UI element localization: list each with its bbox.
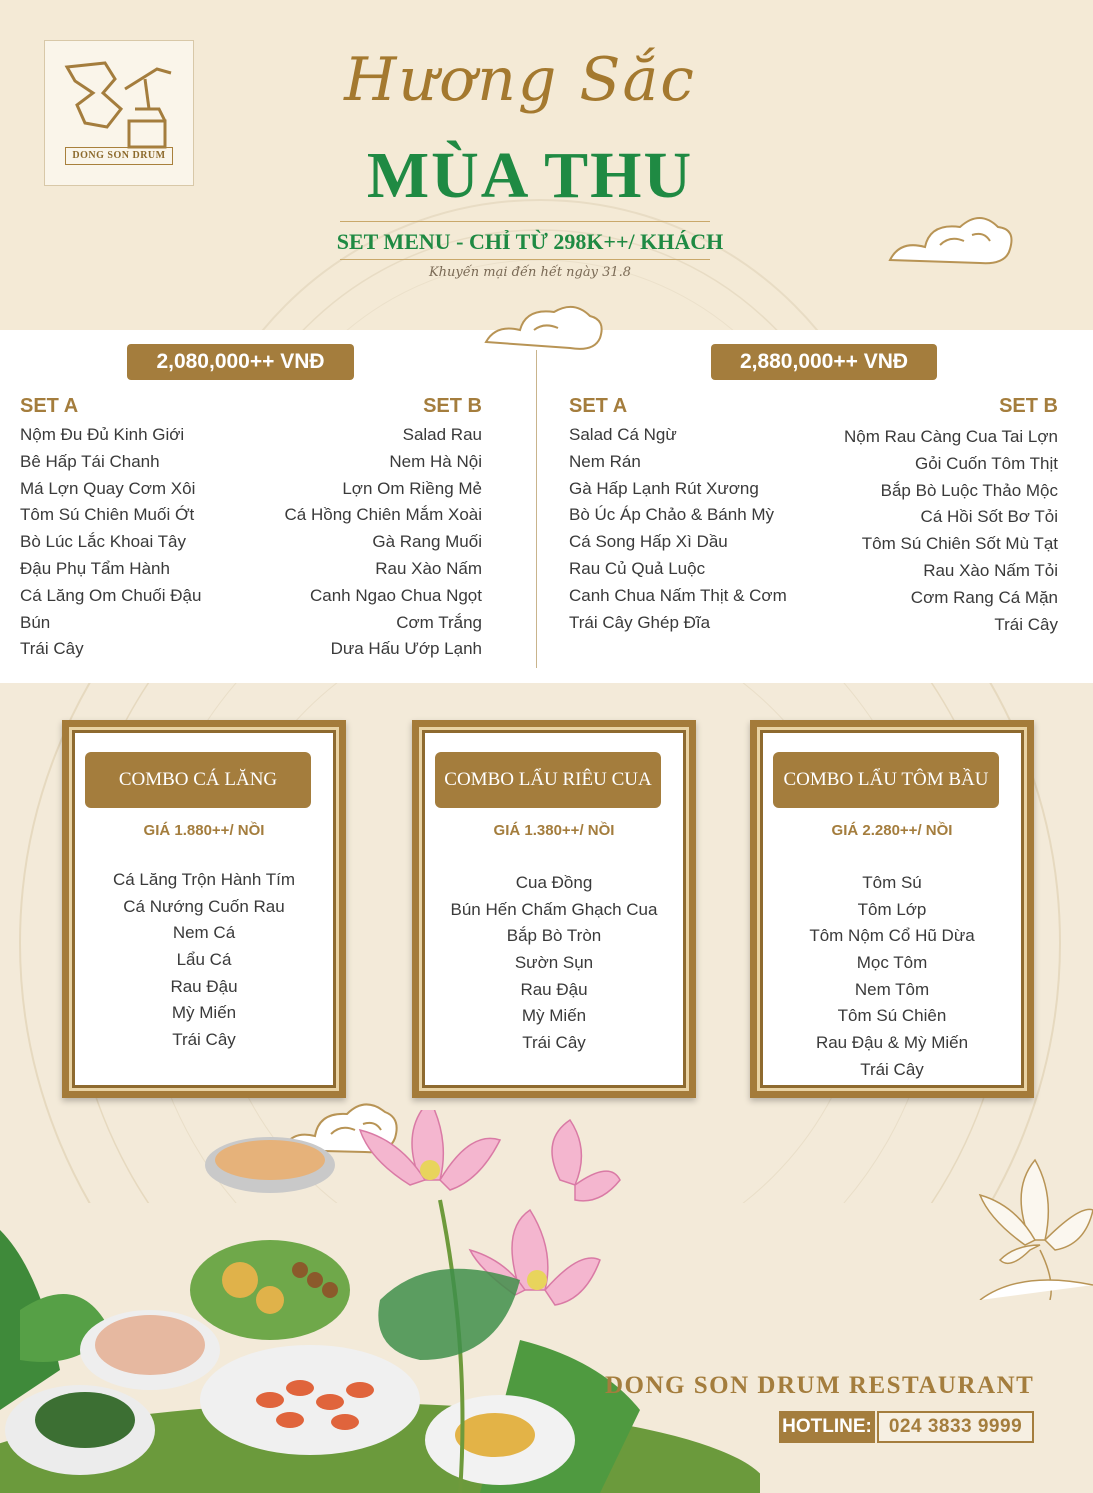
combo-item: Cá Nướng Cuốn Rau bbox=[123, 896, 285, 916]
menu-item: Cá Song Hấp Xì Dầu bbox=[569, 532, 728, 552]
menu-list-set-a bbox=[20, 422, 201, 663]
combo-item: Trái Cây bbox=[172, 1030, 236, 1050]
menu-item: Tôm Sú Chiên Sốt Mù Tạt bbox=[861, 534, 1058, 554]
menu-item: Lợn Om Riềng Mẻ bbox=[342, 478, 482, 498]
menu-item: Gà Hấp Lạnh Rút Xương bbox=[569, 478, 759, 498]
menu-item: Dưa Hấu Ướp Lạnh bbox=[330, 639, 482, 659]
restaurant-logo bbox=[44, 40, 194, 186]
menu-item: Cá Hồng Chiên Mắm Xoài bbox=[284, 505, 482, 525]
hotline-label: HOTLINE: bbox=[779, 1411, 875, 1443]
combo-item: Mọc Tôm bbox=[856, 953, 928, 973]
subtitle: SET MENU - CHỈ TỪ 298K++/ KHÁCH bbox=[336, 229, 724, 254]
combo-item: Tôm Lớp bbox=[857, 899, 927, 919]
menu-item: Nem Hà Nội bbox=[389, 451, 482, 471]
menu-item: Rau Củ Quả Luộc bbox=[569, 558, 706, 578]
combo-item: Cá Lăng Trộn Hành Tím bbox=[112, 870, 296, 889]
combo-item: Bắp Bò Tròn bbox=[506, 926, 602, 946]
combo-title: COMBO LẨU TÔM BẦU bbox=[773, 752, 999, 808]
menu-item: Bắp Bò Luộc Thảo Mộc bbox=[880, 480, 1058, 500]
script-title: Hương Sắc bbox=[344, 45, 696, 115]
combo-item: Trái Cây bbox=[522, 1033, 586, 1053]
brand-name: DONG SON DRUM RESTAURANT bbox=[605, 1372, 1035, 1399]
combo-price: GIÁ 1.380++/ NỒI bbox=[493, 822, 615, 839]
combo-item: Mỳ Miến bbox=[521, 1006, 587, 1026]
set-a-heading: SET A bbox=[569, 395, 628, 417]
menu-item: Rau Xào Nấm bbox=[375, 558, 482, 578]
combo-item: Tôm Nộm Cổ Hũ Dừa bbox=[809, 926, 975, 946]
price-tag-left: 2,080,000++ VNĐ bbox=[127, 344, 354, 380]
menu-list-set-a bbox=[569, 422, 787, 636]
combo-item-list bbox=[69, 867, 339, 1054]
menu-item: Trái Cây Ghép Đĩa bbox=[569, 612, 711, 632]
title-rule-bottom bbox=[340, 259, 710, 260]
menu-item: Bò Úc Áp Chảo & Bánh Mỳ bbox=[569, 505, 775, 525]
lotus-flower-icon bbox=[960, 1150, 1093, 1300]
menu-item: Cơm Rang Cá Mặn bbox=[910, 587, 1058, 607]
combo-card-ca-lang bbox=[62, 720, 346, 1098]
drum-dancer-icon bbox=[45, 49, 195, 159]
menu-item: Cơm Trắng bbox=[396, 612, 482, 632]
menu-item: Canh Ngao Chua Ngọt bbox=[309, 585, 482, 605]
menu-item: Nộm Đu Đủ Kinh Giới bbox=[20, 425, 185, 444]
menu-item: Canh Chua Nấm Thịt & Cơm bbox=[569, 585, 787, 605]
menu-item: Bê Hấp Tái Chanh bbox=[20, 451, 160, 471]
price-tag-right: 2,880,000++ VNĐ bbox=[711, 344, 937, 380]
menu-item: Bò Lúc Lắc Khoai Tây bbox=[20, 532, 187, 552]
combo-item: Bún Hến Chấm Ghạch Cua bbox=[450, 899, 658, 919]
combo-item-list bbox=[419, 870, 689, 1057]
set-b-heading: SET B bbox=[423, 395, 482, 417]
combo-item: Nem Cá bbox=[172, 923, 236, 943]
combo-price: GIÁ 1.880++/ NỒI bbox=[143, 822, 265, 839]
combo-price: GIÁ 2.280++/ NỒI bbox=[831, 822, 953, 839]
set-a-heading: SET A bbox=[20, 395, 79, 417]
set-b-heading: SET B bbox=[999, 395, 1058, 417]
menu-item: Gà Rang Muối bbox=[372, 532, 482, 552]
menu-divider bbox=[536, 350, 537, 668]
menu-item: Salad Rau bbox=[402, 425, 482, 444]
cloud-ornament-icon bbox=[880, 205, 1020, 275]
menu-item: Tôm Sú Chiên Muối Ớt bbox=[20, 505, 195, 525]
combo-item: Nem Tôm bbox=[854, 979, 930, 999]
cloud-ornament-icon bbox=[478, 300, 608, 360]
combo-item: Cua Đồng bbox=[515, 873, 593, 892]
menu-item: Má Lợn Quay Cơm Xôi bbox=[20, 478, 196, 498]
menu-item: Nộm Rau Càng Cua Tai Lợn bbox=[843, 427, 1058, 446]
menu-item: Trái Cây bbox=[994, 614, 1058, 634]
menu-list-set-b bbox=[800, 424, 1058, 638]
combo-item: Rau Đậu bbox=[520, 979, 588, 999]
combo-item: Tôm Sú Chiên bbox=[837, 1006, 947, 1026]
main-title: MÙA THU bbox=[366, 139, 694, 212]
combo-item: Tôm Sú bbox=[862, 873, 922, 892]
menu-item: Đậu Phụ Tẩm Hành bbox=[20, 558, 170, 578]
combo-item: Trái Cây bbox=[860, 1059, 924, 1079]
logo-text: DONG SON DRUM bbox=[65, 147, 173, 165]
menu-item: Bún bbox=[20, 612, 51, 632]
menu-item: Gỏi Cuốn Tôm Thịt bbox=[915, 453, 1058, 473]
menu-item: Salad Cá Ngừ bbox=[569, 425, 677, 444]
food-photo-illustration bbox=[0, 1110, 760, 1493]
combo-title: COMBO CÁ LĂNG bbox=[85, 752, 311, 808]
combo-card-lau-tom-bau bbox=[750, 720, 1034, 1098]
menu-list-set-b bbox=[250, 422, 482, 663]
combo-item: Rau Đậu bbox=[170, 976, 238, 996]
title-rule-top bbox=[340, 221, 710, 222]
combo-item: Lẩu Cá bbox=[176, 950, 232, 970]
combo-card-lau-rieu-cua bbox=[412, 720, 696, 1098]
menu-item: Cá Hồi Sốt Bơ Tỏi bbox=[920, 507, 1058, 527]
hotline-number[interactable]: 024 3833 9999 bbox=[877, 1411, 1034, 1443]
combo-title: COMBO LẨU RIÊU CUA bbox=[435, 752, 661, 808]
combo-item: Rau Đậu & Mỳ Miến bbox=[815, 1033, 969, 1053]
menu-item: Trái Cây bbox=[20, 639, 84, 659]
combo-item: Sườn Sụn bbox=[514, 953, 594, 973]
menu-item: Cá Lăng Om Chuối Đậu bbox=[20, 585, 202, 605]
menu-item: Nem Rán bbox=[569, 451, 641, 471]
combo-item-list bbox=[757, 870, 1027, 1084]
combo-item: Mỳ Miến bbox=[171, 1003, 237, 1023]
menu-item: Rau Xào Nấm Tỏi bbox=[923, 560, 1058, 580]
promo-text: Khuyến mại đến hết ngày 31.8 bbox=[428, 265, 632, 280]
